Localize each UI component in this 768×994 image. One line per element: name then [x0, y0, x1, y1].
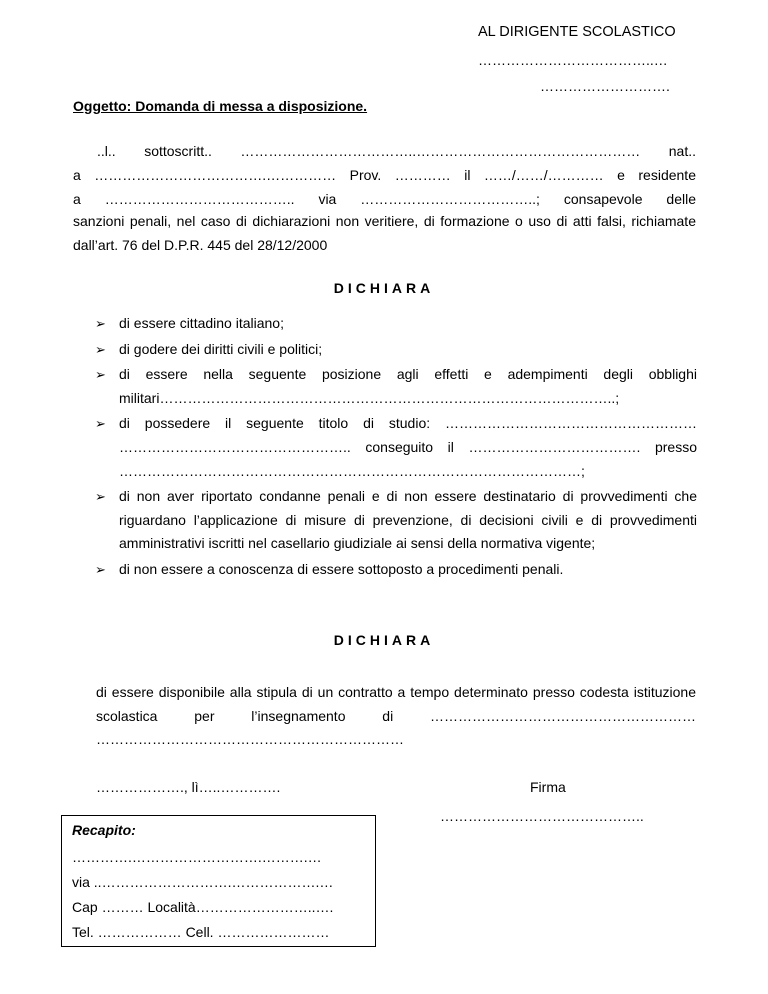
recapito-cap-locality-field[interactable]: Cap ……… Località……………………..….	[72, 899, 334, 915]
place-date-field[interactable]: ………………., lì…..………….	[96, 779, 281, 795]
declaration-item	[95, 412, 697, 483]
intro-line-3	[73, 191, 696, 207]
recapito-street-field[interactable]: via ..……………………….……………….…	[72, 874, 334, 890]
residence-city-field[interactable]: a …………………………………..	[73, 191, 295, 207]
recapito-phone-field[interactable]: Tel. ……………… Cell. ……………………	[72, 924, 330, 940]
declaration-text[interactable]: di essere nella seguente posizione agli effetti e adempimenti degli obblighi militari……………………………………………………………………………………..;	[119, 366, 697, 406]
intro-born-label: nat..	[668, 143, 696, 159]
resident-label: e residente	[617, 167, 696, 183]
arrow-bullet-icon: ➢	[95, 341, 106, 357]
declaration-text: di non aver riportato condanne penali e di non essere destinatario di provvedimenti che riguardano l’applicazione di misure di prevenzione, di decisioni civili e di provvedimenti amministrativi iscritti nel casellario giudiziale ai sensi della normativa vigente;	[119, 488, 697, 552]
aware-label: consapevole delle	[563, 191, 696, 207]
signature-label: Firma	[530, 779, 566, 795]
declaration-item	[95, 558, 697, 582]
recapito-line-1[interactable]: ………….……………………….……….…	[72, 849, 322, 865]
declaration-text: di godere dei diritti civili e politici;	[119, 340, 323, 357]
recipient-title: AL DIRIGENTE SCOLASTICO	[478, 24, 676, 40]
declaration-item	[95, 338, 697, 362]
recipient-dots-line-1[interactable]: ………………………………..…	[478, 52, 668, 68]
province-field[interactable]: Prov. …………	[349, 167, 451, 183]
intro-line-2	[73, 167, 696, 183]
dichiara-heading-2: DICHIARA	[333, 632, 435, 648]
arrow-bullet-icon: ➢	[95, 561, 106, 577]
declaration-text[interactable]: di possedere il seguente titolo di studio: ……………………………………………… ………………………………………….. conseguito il ………………………………. presso ………………………………………………………………………………………;	[119, 415, 697, 479]
declaration-item	[95, 312, 697, 336]
declaration-item	[95, 485, 697, 556]
declaration-item	[95, 363, 697, 410]
residence-street-field[interactable]: via ………………………………..;	[318, 191, 540, 207]
intro-line-1	[73, 143, 696, 159]
recapito-title: Recapito:	[72, 822, 136, 838]
arrow-bullet-icon: ➢	[95, 367, 106, 383]
birthdate-field[interactable]: il ……/……/…………	[464, 167, 604, 183]
intro-signer-field[interactable]: ..l.. sottoscritt.. ………………………………..…………………………………………	[97, 143, 641, 159]
arrow-bullet-icon: ➢	[95, 316, 106, 331]
declarations-list	[95, 312, 697, 584]
birthplace-field[interactable]: a ……………………………….……………	[73, 167, 337, 183]
subject-line: Oggetto: Domanda di messa a disposizione.	[73, 98, 368, 114]
intro-legal-text: sanzioni penali, nel caso di dichiarazioni non veritiere, di formazione o uso di atti falsi, richiamate dall’art. 76 del D.P.R. 445 del 28/12/2000	[73, 213, 696, 253]
declaration-text: di non essere a conoscenza di essere sottoposto a procedimenti penali.	[119, 560, 564, 577]
recapito-box	[61, 815, 376, 947]
availability-text[interactable]: di essere disponibile alla stipula di un contratto a tempo determinato presso codesta istituzione scolastica per l’insegnamento di ………………………………………………… …………………………………………………………	[96, 684, 696, 747]
dichiara-heading-1: DICHIARA	[333, 280, 435, 296]
signature-field[interactable]: ……………………………………..	[440, 808, 644, 824]
arrow-bullet-icon: ➢	[95, 489, 106, 505]
recipient-dots-line-2[interactable]: ……………………….	[540, 78, 670, 94]
arrow-bullet-icon: ➢	[95, 416, 106, 432]
declaration-text: di essere cittadino italiano;	[119, 315, 284, 331]
